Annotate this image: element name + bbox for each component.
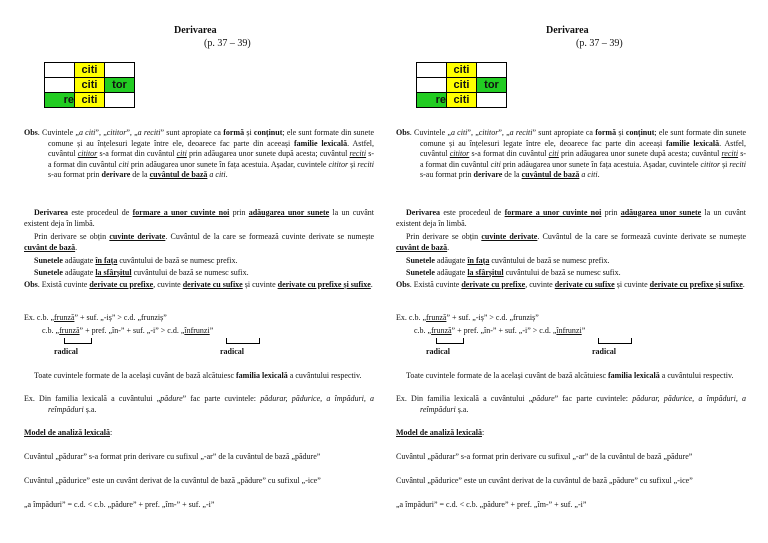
grid-cell-empty (105, 93, 135, 108)
example-line-1: Ex. c.b. „frunză” + suf. „-iș” > c.d. „frunziș” (396, 313, 539, 322)
grid-cell-base: citi (447, 78, 477, 93)
model-line-3: „a împăduri” = c.d. < c.b. „pădure” + pref. „îm-” + suf. „-i” (396, 500, 587, 509)
grid-cell-base: citi (75, 93, 105, 108)
radical-brace-2 (598, 338, 632, 344)
radical-label-2: radical (220, 347, 244, 356)
page-range: (p. 37 – 39) (576, 38, 623, 49)
grid-cell-base: citi (75, 63, 105, 78)
definition-suffix: Sunetele adăugate la sfârșitul cuvântului de bază se numesc sufix. (34, 268, 249, 277)
radical-brace-2 (226, 338, 260, 344)
observation-paragraph: Obs. Cuvintele „a citi”, „cititor”, „a reciti” sunt apropiate ca formă și conținut; ele sunt formate din sunete comune și au înțelesuri legate între ele, deoarece fac parte din aceeași familie lexicală. Astfel, cuvântul cititor s-a format din cuvântul citi prin adăugarea unor sunete după acesta; cuvântul reciti s-a format din cuvântul citi prin adăugarea unor sunete în fața acestuia. Așadar, cuvintele cititor și reciti s-au format prin derivare de la cuvântul de bază a citi. (396, 128, 747, 179)
page-column-left (24, 0, 384, 543)
model-line-2: Cuvântul „pădurice” este un cuvânt derivat de la cuvântul de bază „pădure” cu sufixul „-ice” (396, 476, 693, 485)
derivation-grid (416, 62, 507, 108)
definition-suffix: Sunetele adăugate la sfârșitul cuvântului de bază se numesc sufix. (406, 268, 621, 277)
grid-cell-empty (477, 63, 507, 78)
grid-cell-empty (477, 93, 507, 108)
model-heading: Model de analiză lexicală: (24, 428, 113, 437)
grid-cell-empty (45, 78, 75, 93)
radical-label-1: radical (426, 347, 450, 356)
lexical-family-definition: Toate cuvintele formate de la același cuvânt de bază alcătuiesc familia lexicală a cuvântului respectiv. (406, 371, 734, 380)
page-column-right (396, 0, 756, 543)
observation-paragraph: Obs. Cuvintele „a citi”, „cititor”, „a reciti” sunt apropiate ca formă și conținut; ele sunt formate din sunete comune și au înțelesuri legate între ele, deoarece fac parte din aceeași familie lexicală. Astfel, cuvântul cititor s-a format din cuvântul citi prin adăugarea unor sunete după acesta; cuvântul reciti s-a format din cuvântul citi prin adăugarea unor sunete în fața acestuia. Așadar, cuvintele cititor și reciti s-au format prin derivare de la cuvântul de bază a citi. (24, 128, 375, 179)
grid-cell-base: citi (447, 63, 477, 78)
lexical-family-definition: Toate cuvintele formate de la același cuvânt de bază alcătuiesc familia lexicală a cuvântului respectiv. (34, 371, 362, 380)
model-line-1: Cuvântul „pădurar” s-a format prin derivare cu sufixul „-ar” de la cuvântul de bază „pădure” (24, 452, 321, 461)
grid-cell-suffix: tor (477, 78, 507, 93)
grid-cell-base: citi (75, 78, 105, 93)
grid-cell-empty (105, 63, 135, 78)
definition-derived-words: Prin derivare se obțin cuvinte derivate. Cuvântul de la care se formează cuvinte derivate se numește cuvânt de bază. (396, 232, 747, 252)
model-line-2: Cuvântul „pădurice” este un cuvânt derivat de la cuvântul de bază „pădure” cu sufixul „-ice” (24, 476, 321, 485)
derivation-grid (44, 62, 135, 108)
lexical-family-example: Ex. Din familia lexicală a cuvântului „pădure” fac parte cuvintele: pădurar, pădurice, a împăduri, a reîmpăduri ș.a. (396, 394, 746, 414)
grid-cell-prefix: re (417, 93, 447, 108)
definition-prefix: Sunetele adăugate în fața cuvântului de bază se numesc prefix. (34, 256, 238, 265)
observation-derivation-types: Obs. Există cuvinte derivate cu prefixe, cuvinte derivate cu sufixe și cuvinte derivate cu prefixe și sufixe. (24, 280, 373, 289)
grid-cell-prefix: re (45, 93, 75, 108)
example-line-1: Ex. c.b. „frunză” + suf. „-iș” > c.d. „frunziș” (24, 313, 167, 322)
grid-cell-empty (417, 63, 447, 78)
grid-cell-empty (417, 78, 447, 93)
grid-cell-empty (45, 63, 75, 78)
definition-derived-words: Prin derivare se obțin cuvinte derivate. Cuvântul de la care se formează cuvinte derivate se numește cuvânt de bază. (24, 232, 375, 252)
radical-brace-1 (436, 338, 464, 344)
definition-derivation: Derivarea este procedeul de formare a unor cuvinte noi prin adăugarea unor sunete la un cuvânt existent deja în limbă. (24, 208, 375, 228)
model-line-1: Cuvântul „pădurar” s-a format prin derivare cu sufixul „-ar” de la cuvântul de bază „pădure” (396, 452, 693, 461)
radical-label-1: radical (54, 347, 78, 356)
example-line-2: c.b. „frunză” + pref. „în-” + suf. „-i” > c.d. „înfrunzi” (42, 326, 214, 335)
radical-brace-1 (64, 338, 92, 344)
lexical-family-example: Ex. Din familia lexicală a cuvântului „pădure” fac parte cuvintele: pădurar, pădurice, a împăduri, a reîmpăduri ș.a. (24, 394, 374, 414)
model-heading: Model de analiză lexicală: (396, 428, 485, 437)
radical-label-2: radical (592, 347, 616, 356)
example-line-2: c.b. „frunză” + pref. „în-” + suf. „-i” > c.d. „înfrunzi” (414, 326, 586, 335)
definition-derivation: Derivarea este procedeul de formare a unor cuvinte noi prin adăugarea unor sunete la un cuvânt existent deja în limbă. (396, 208, 747, 228)
doc-title: Derivarea (174, 25, 217, 36)
definition-prefix: Sunetele adăugate în fața cuvântului de bază se numesc prefix. (406, 256, 610, 265)
grid-cell-base: citi (447, 93, 477, 108)
grid-cell-suffix: tor (105, 78, 135, 93)
page-range: (p. 37 – 39) (204, 38, 251, 49)
model-line-3: „a împăduri” = c.d. < c.b. „pădure” + pref. „îm-” + suf. „-i” (24, 500, 215, 509)
doc-title: Derivarea (546, 25, 589, 36)
observation-derivation-types: Obs. Există cuvinte derivate cu prefixe, cuvinte derivate cu sufixe și cuvinte derivate cu prefixe și sufixe. (396, 280, 745, 289)
